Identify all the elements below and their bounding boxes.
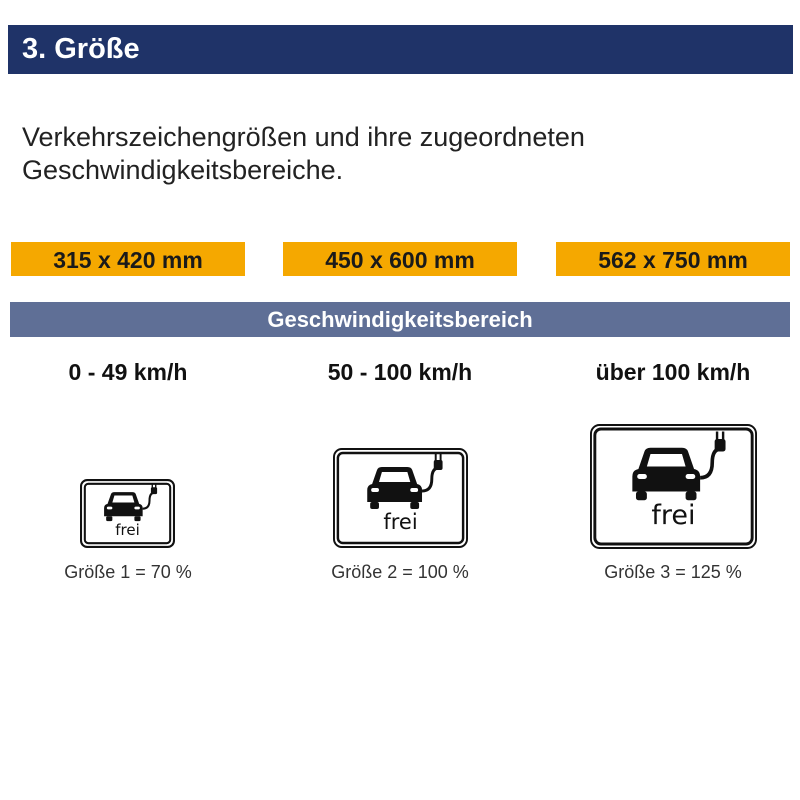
- speed-range-bar: Geschwindigkeitsbereich: [10, 302, 790, 337]
- sign-text-frei: frei: [115, 521, 140, 539]
- size-caption-2: Größe 2 = 100 %: [331, 562, 469, 582]
- size-caption-3: Größe 3 = 125 %: [604, 562, 742, 582]
- speed-range-2: 50 - 100 km/h: [327, 359, 473, 385]
- size-label-2: 450 x 600 mm: [283, 242, 517, 276]
- traffic-sign-size-1: [80, 479, 175, 548]
- size-label-1: 315 x 420 mm: [11, 242, 245, 276]
- intro-text: Verkehrszeichengrößen und ihre zugeordneten Geschwindigkeitsbereiche.: [22, 122, 585, 185]
- size-caption-1: Größe 1 = 70 %: [64, 562, 192, 582]
- traffic-sign-size-3: [590, 424, 757, 549]
- size-label-3: 562 x 750 mm: [556, 242, 790, 276]
- speed-range-1: 0 - 49 km/h: [68, 359, 188, 385]
- traffic-sign-size-2: [333, 448, 468, 548]
- sign-text-frei: frei: [383, 510, 418, 534]
- page-title: 3. Größe: [8, 25, 793, 74]
- sign-text-frei: frei: [651, 500, 696, 531]
- speed-range-3: über 100 km/h: [595, 359, 751, 385]
